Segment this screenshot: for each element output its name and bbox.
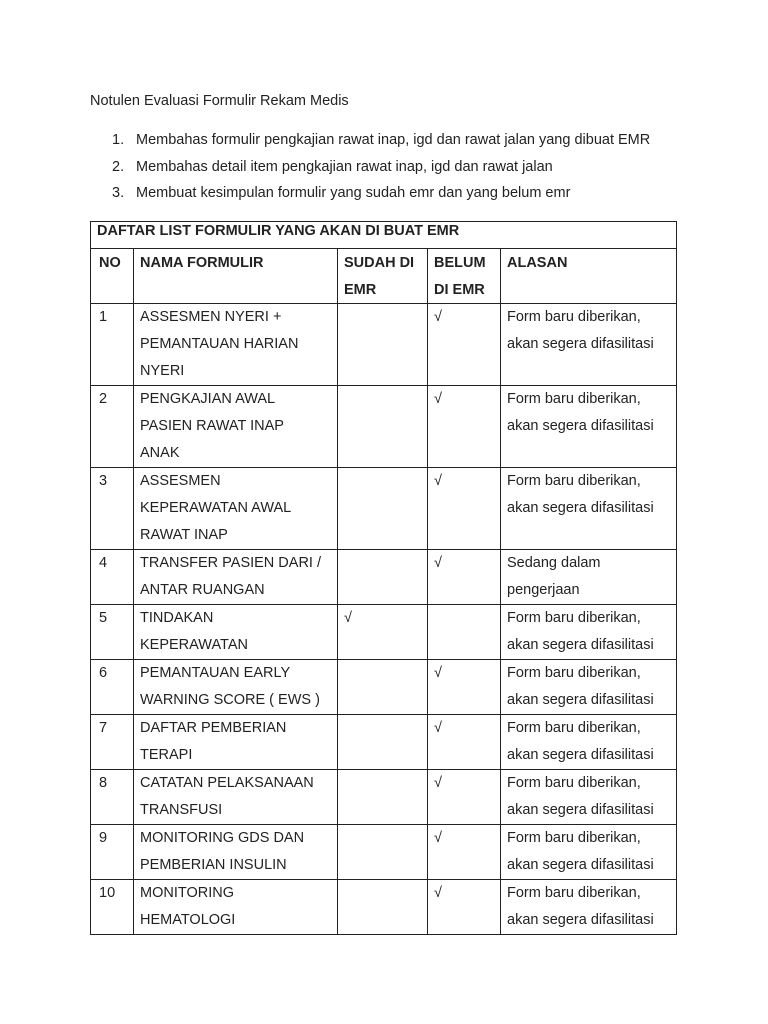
form-name-line: TRANSFUSI [140, 802, 223, 818]
form-name-line: PEMANTAUAN HARIAN [140, 336, 299, 352]
alasan-line: akan segera difasilitasi [507, 418, 654, 434]
agenda-item [112, 130, 650, 157]
sudah-emr-cell [338, 715, 428, 770]
form-name [134, 605, 338, 660]
alasan-cell [501, 770, 677, 825]
alasan-line: Sedang dalam [507, 555, 601, 571]
alasan-cell [501, 386, 677, 468]
form-name [134, 468, 338, 550]
alasan-line: Form baru diberikan, [507, 665, 641, 681]
belum-emr-cell: √ [428, 660, 501, 715]
table-title: DAFTAR LIST FORMULIR YANG AKAN DI BUAT EMR [91, 222, 677, 249]
alasan-line: akan segera difasilitasi [507, 692, 654, 708]
form-name-line: TINDAKAN [140, 610, 214, 626]
alasan-line: Form baru diberikan, [507, 610, 641, 626]
form-name-line: ANAK [140, 445, 180, 461]
row-number: 2 [91, 386, 134, 468]
form-name [134, 715, 338, 770]
alasan-line: Form baru diberikan, [507, 473, 641, 489]
belum-emr-cell: √ [428, 468, 501, 550]
table-row [91, 468, 677, 550]
header-sudah [338, 249, 428, 304]
header-name: NAMA FORMULIR [134, 249, 338, 304]
row-number: 4 [91, 550, 134, 605]
belum-emr-cell: √ [428, 825, 501, 880]
form-name [134, 660, 338, 715]
alasan-line: akan segera difasilitasi [507, 912, 654, 928]
alasan-line: akan segera difasilitasi [507, 802, 654, 818]
agenda-item-number: 2. [112, 158, 125, 175]
alasan-line: Form baru diberikan, [507, 391, 641, 407]
belum-emr-cell: √ [428, 715, 501, 770]
sudah-emr-cell [338, 770, 428, 825]
alasan-cell [501, 825, 677, 880]
form-name-line: PEMANTAUAN EARLY [140, 665, 291, 681]
row-number: 8 [91, 770, 134, 825]
form-name-line: ASSESMEN [140, 473, 221, 489]
header-sudah-line2: EMR [344, 281, 377, 298]
row-number: 7 [91, 715, 134, 770]
sudah-emr-cell [338, 386, 428, 468]
table-row [91, 880, 677, 935]
form-name-line: ASSESMEN NYERI + [140, 309, 282, 325]
form-name-line: NYERI [140, 363, 185, 379]
header-no: NO [91, 249, 134, 304]
form-name-line: TRANSFER PASIEN DARI / [140, 555, 322, 571]
belum-emr-cell: √ [428, 304, 501, 386]
sudah-emr-cell [338, 550, 428, 605]
table-header-row [91, 249, 677, 304]
row-number: 10 [91, 880, 134, 935]
form-name-line: DAFTAR PEMBERIAN [140, 720, 287, 736]
agenda-item-number: 1. [112, 132, 125, 148]
alasan-line: akan segera difasilitasi [507, 637, 654, 653]
alasan-cell [501, 715, 677, 770]
sudah-emr-cell [338, 468, 428, 550]
header-belum-line2: DI EMR [434, 281, 485, 298]
agenda-item-number: 3. [112, 185, 125, 201]
table-row [91, 550, 677, 605]
alasan-line: Form baru diberikan, [507, 720, 641, 736]
sudah-emr-cell [338, 660, 428, 715]
row-number: 5 [91, 605, 134, 660]
alasan-line: Form baru diberikan, [507, 885, 641, 901]
alasan-line: Form baru diberikan, [507, 309, 641, 325]
sudah-emr-cell: √ [338, 605, 428, 660]
alasan-line: akan segera difasilitasi [507, 500, 654, 516]
form-name [134, 880, 338, 935]
form-name [134, 304, 338, 386]
form-name [134, 825, 338, 880]
header-belum-line1: BELUM [434, 255, 486, 271]
alasan-line: akan segera difasilitasi [507, 857, 654, 873]
form-name-line: KEPERAWATAN AWAL [140, 500, 292, 516]
agenda-item-text: Membahas detail item pengkajian rawat inap, igd dan rawat jalan [136, 158, 553, 175]
table-row [91, 660, 677, 715]
belum-emr-cell: √ [428, 880, 501, 935]
document-title: Notulen Evaluasi Formulir Rekam Medis [90, 93, 349, 109]
alasan-line: Form baru diberikan, [507, 775, 641, 791]
alasan-cell [501, 304, 677, 386]
agenda-item-text: Membahas formulir pengkajian rawat inap, igd dan rawat jalan yang dibuat EMR [136, 132, 651, 148]
form-name-line: MONITORING GDS DAN [140, 830, 305, 846]
table-row [91, 605, 677, 660]
form-name-line: PEMBERIAN INSULIN [140, 857, 287, 873]
forms-table [90, 221, 677, 935]
form-name-line: HEMATOLOGI [140, 912, 236, 928]
form-name [134, 386, 338, 468]
form-name-line: WARNING SCORE ( EWS ) [140, 692, 320, 708]
alasan-line: pengerjaan [507, 582, 580, 598]
row-number: 9 [91, 825, 134, 880]
form-name-line: TERAPI [140, 747, 193, 763]
row-number: 6 [91, 660, 134, 715]
alasan-line: Form baru diberikan, [507, 830, 641, 846]
form-name [134, 550, 338, 605]
form-name-line: RAWAT INAP [140, 527, 228, 543]
form-name-line: PASIEN RAWAT INAP [140, 418, 284, 434]
belum-emr-cell [428, 605, 501, 660]
header-alasan: ALASAN [501, 249, 677, 304]
row-number: 1 [91, 304, 134, 386]
form-name [134, 770, 338, 825]
alasan-cell [501, 550, 677, 605]
belum-emr-cell: √ [428, 550, 501, 605]
alasan-line: akan segera difasilitasi [507, 336, 654, 352]
alasan-cell [501, 660, 677, 715]
alasan-cell [501, 880, 677, 935]
form-name-line: MONITORING [140, 885, 234, 901]
form-name-line: ANTAR RUANGAN [140, 582, 265, 598]
form-name-line: CATATAN PELAKSANAAN [140, 775, 314, 791]
agenda-list [112, 130, 650, 210]
table-row [91, 715, 677, 770]
belum-emr-cell: √ [428, 770, 501, 825]
belum-emr-cell: √ [428, 386, 501, 468]
sudah-emr-cell [338, 825, 428, 880]
form-name-line: KEPERAWATAN [140, 637, 248, 653]
agenda-item [112, 183, 650, 210]
table-row [91, 304, 677, 386]
alasan-line: akan segera difasilitasi [507, 747, 654, 763]
table-row [91, 386, 677, 468]
table-row [91, 825, 677, 880]
agenda-item [112, 157, 650, 184]
row-number: 3 [91, 468, 134, 550]
agenda-item-text: Membuat kesimpulan formulir yang sudah emr dan yang belum emr [136, 185, 571, 201]
header-belum [428, 249, 501, 304]
form-name-line: PENGKAJIAN AWAL [140, 391, 276, 407]
table-title-row [91, 222, 677, 249]
alasan-cell [501, 468, 677, 550]
sudah-emr-cell [338, 304, 428, 386]
header-sudah-line1: SUDAH DI [344, 255, 415, 271]
table-row [91, 770, 677, 825]
sudah-emr-cell [338, 880, 428, 935]
alasan-cell [501, 605, 677, 660]
